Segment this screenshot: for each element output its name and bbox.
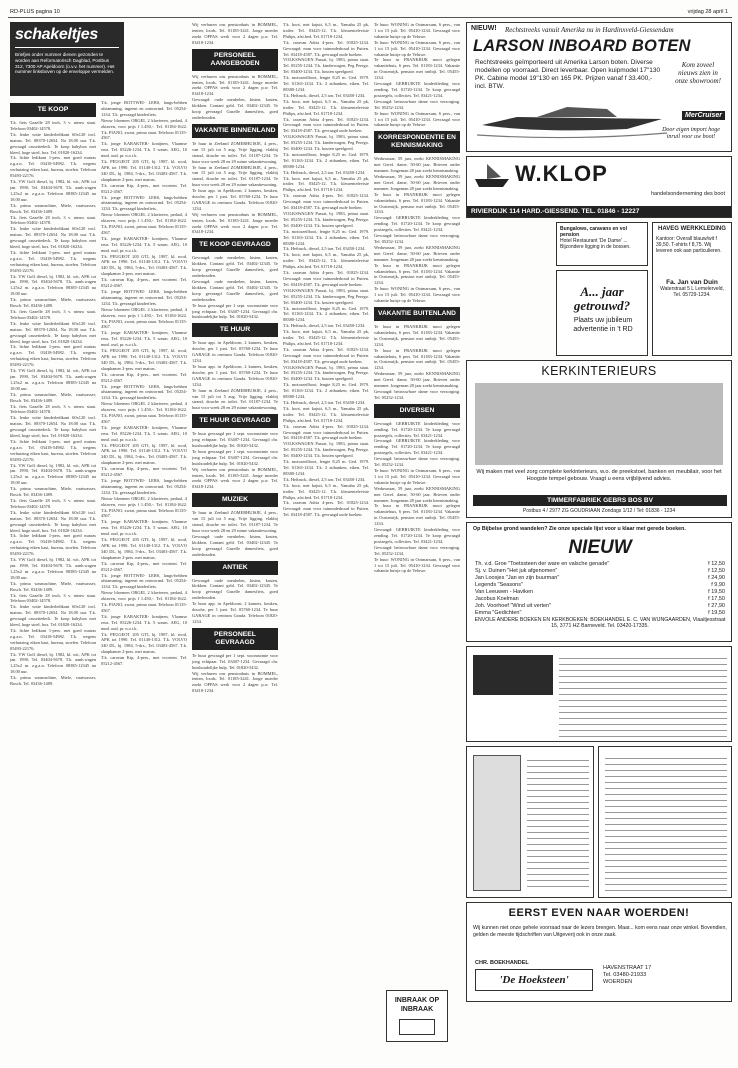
classified-text: Te huur app. in Apeldoorn, 2 kamers, keuken, douche, per 1 juni. Tel. 05760-1234. Te huur GARAGE in centrum Gouda. Telefoon 01820-1234.	[192, 363, 278, 387]
classified-text: Te huur: WONING in Ootmarsum, 6 pers., van 1 tot 15 juli. Tel. 05410-1234. Gevraagd voor vakantie huisje op de Veluwe.	[374, 556, 460, 574]
classified-column-3	[192, 22, 278, 1058]
classified-text: T.k. fiets Gazelle 28 inch, 3 v. nieuw staat. Telefoon 03402-14578.	[10, 403, 96, 415]
classified-text: Te huur app. in Apeldoorn, 2 kamers, keuken, douche, per 1 juni. Tel. 05760-1234. Te huur GARAGE in centrum Gouda. Telefoon 01820-1234.	[192, 188, 278, 211]
heading-te-koop-gevraagd: TE KOOP GEVRAAGD	[192, 238, 278, 252]
classified-text: VOLKSWAGEN Passat, bj. 1983, prima staat. Tel. 05255-1234. T.k. kinderwagen, Peg Perego. Tel. 03400-1234. T.k. houten speelgoed.	[283, 57, 369, 75]
klop-name: W.KLOP	[515, 161, 608, 186]
classified-text: T.k. PEUGEOT 205 GTI, bj. 1987, kl. rood, APK tot 1990. Tel. 01140-1312. T.k. VOLVO 340 DL, bj. 1984, 5-drs., Tel. 03403-4567. T.k. slaapkamer 2-pers. met matras.	[101, 253, 187, 277]
classified-text: T.k. VW Golf diesel, bj. 1982, kl. wit, APK tot jan. 1990, Tel. 03404-5678. T.k. aanh.wagen 1,25x2 m. z.g.a.n. Telefoon 08385-12345 na 18.00 uur.	[10, 651, 96, 675]
classified-text: T.k. PEUGEOT 205 GTI, bj. 1987, kl. rood, APK tot 1990. Tel. 01140-1312. T.k. VOLVO 340 DL, bj. 1984, 5-drs., Tel. 03403-4567. T.k. slaapkamer 2-pers. met matras.	[101, 159, 187, 182]
jubileum-ad	[556, 270, 648, 356]
church-interior-photo	[475, 383, 723, 465]
haveg-body: Kantoor: Overall blauw/wit f 39,50. T-shirts f 8,75. Wij leveren ook aan particulieren.	[656, 236, 722, 254]
classified-text: T.k. motorzeilboot, lengte 8,25 m. Ged. 1979. Tel. 01163-1234. T.k. 2 zitbanken, eiken. Tel. 08380-1234.	[283, 151, 369, 169]
classified-text: T.k. caravan Kip, 4-pers., met voortent. Tel. 05212-4567.	[101, 655, 187, 667]
classified-text: T.k. jonge KARAKTER- konijnen, Vlaamse reus. Tel. 05226-1234. T.k. 5 wasm. AEG, 10 mnd. oud, pr. n.o.t.k.	[101, 141, 187, 159]
list-item: Jacobus Koelman f 17,50	[475, 596, 725, 602]
larson-tagline: Rechtstreeks vanuit Amerika nu in Hardinxveld-Giessendam	[505, 26, 674, 34]
classified-text: T.k. caravan Kip, 4-pers., met voortent. Tel. 05212-4567.	[101, 277, 187, 289]
list-item: Legends "Seasons" f 9,90	[475, 582, 725, 588]
haveg-ad	[652, 222, 732, 356]
schakeltjes-masthead	[10, 22, 124, 96]
classified-text: T.k. caravan Kip, 4-pers., met voortent. Tel. 05212-4567.	[101, 182, 187, 194]
classified-text: Nieuw bloemen ORGEL 2 klavieren, pedaal, 4 oktaven, voor prijs f 1.450,-. Tel. 01184-1622. T.k. PIANO, zwart, prima staat. Telefoon 01135-4567.	[101, 212, 187, 235]
classified-column-1	[10, 100, 96, 1058]
classified-text: T.k. lichte ledikant 1-pers. met goed matras z.g.a.n. Tel. 03418-54982. T.k. wegens verhuizing eiken kast, bureau, stoelen. Telefoon 05493-22176.	[10, 344, 96, 368]
classified-text: VOLKSWAGEN Passat, bj. 1983, prima staat. Tel. 05255-1234. T.k. kinderwagen, Peg Perego. Tel. 03400-1234. T.k. houten speelgoed.	[283, 211, 369, 228]
classified-text: T.k. fiets Gazelle 28 inch, 3 v. nieuw staat. Telefoon 03402-14578.	[10, 309, 96, 320]
heading-te-huur: TE HUUR	[192, 323, 278, 337]
eerst-addr: HAVENSTRAAT 17 Tel. 03480-21933 WOERDEN	[603, 965, 652, 985]
classified-text: T.k. Heftruck, diesel, 2,5 ton. Tel. 03450-1234.	[283, 400, 366, 405]
hotel-ad-body: Hotel Restaurant 'De Dame' ... Bijzondere ligging in de bossen.	[560, 238, 631, 250]
classified-text: T.k. caravan Adria 4-pers. Tel. 01825-1234. Gevraagd: man voor tuinonderhoud in Putten. Tel. 03418-4587. T.k. gevraagd oude boeken.	[283, 193, 369, 211]
classified-text: Te huur in FRANKRIJK mooi gelegen vakantiehuis, 6 pers. Tel. 01183-1234. Vakantie in Oostenrijk, pension met ontbijt. Tel. 05455-1234.	[374, 57, 460, 81]
classified-text: Gevraagd: GEBRUIKTE kinderkleding voor zending. Tel. 01720-1234. Te koop gevraagd postzegels, collecties. Tel. 03421-1234.	[374, 81, 460, 98]
classified-text: VOLKSWAGEN Passat, bj. 1983, prima staat. Tel. 05255-1234. T.k. kinderwagen, Peg Perego. Tel. 03400-1234. T.k. houten speelgoed.	[283, 441, 369, 459]
classified-text: T.k. caravan Adria 4-pers. Tel. 01825-1234. Gevraagd: man voor tuinonderhoud in Putten. Tel. 03418-4587. T.k. gevraagd oude boeken.	[283, 423, 369, 441]
classified-text: Gevraagd: betrouwbare dame voor verzorging. Tel. 05252-1234.	[374, 233, 460, 244]
classified-text: T.k. Heftruck, diesel, 2,5 ton. Tel. 03450-1234.	[283, 323, 366, 329]
classified-text: Gevraagd: GEBRUIKTE kinderkleding voor zending. Tel. 01720-1234. Te koop gevraagd postzegels, collecties. Tel. 03421-1234.	[374, 527, 460, 544]
classified-text: Nieuw bloemen ORGEL 2 klavieren, pedaal, 4 oktaven, voor prijs f 1.450,-. Tel. 01184-1622. T.k. PIANO, zwart, prima staat. Telefoon 01135-4567.	[101, 401, 187, 424]
classified-text: Wij verhuren ons pensionhuis in BOMMEL, tenten, loods. Tel. 01185-3241. Jonge moeder zoekt OPPAS werk voor 2 dagen p.w. Tel. 03418-1234.	[192, 211, 278, 235]
schakeltjes-logo: schakeltjes	[15, 26, 119, 48]
classified-text: T.k. PEUGEOT 205 GTI, bj. 1987, kl. rood, APK tot 1990. Tel. 01140-1312. T.k. VOLVO 340 DL, bj. 1984, 5-drs., Tel. 03403-4567. T.k. slaapkamer 2-pers. met matras.	[101, 631, 187, 655]
classified-text: T.k. leuke witte kinderledikant 60x120 incl. matras. Tel. 08370-12654. Na 18.00 uur. T.k. gevraagd cassettedeck. Te koop babybox met kleed, hoge stoel, box. Tel. 01820-16234.	[10, 415, 96, 439]
classified-text: Te huur gevraagd per 1 sept. woonruimte voor jong echtpaar. Tel. 03407-1234. Gevraagd chr. huishoudelijke hulp. Tel. 01820-5432.	[192, 448, 278, 466]
classified-text: T.k. prima wasmachine, Miele, vaatwasser, Bosch. Tel. 03436-1489.	[10, 675, 96, 687]
list-item: Th. v.d. Groe "Toetssteen der ware en valsche genade" f 12,50	[475, 561, 725, 567]
classified-text: Te huur in FRANKRIJK mooi gelegen vakantiehuis, 6 pers. Tel. 01183-1234. Vakantie in Oostenrijk, pension met ontbijt. Tel. 05455-1234.	[374, 503, 460, 527]
classified-text: T.k. jonge BOTTWEI- LERS, langs-hebben afstamming, ingeent en ontwormd. Tel. 05254-1234. T.k. gevraagd kinderfiets.	[101, 289, 187, 306]
classified-text: T.k. lichte ledikant 1-pers. met goed matras z.g.a.n. Tel. 03418-54982. T.k. wegens verhuizing eiken kast, bureau, stoelen. Telefoon 05493-22176.	[10, 155, 96, 179]
classified-text: VOLKSWAGEN Passat, bj. 1983, prima staat. Tel. 05255-1234. T.k. kinderwagen, Peg Perego. Tel. 03400-1234. T.k. houten speelgoed.	[283, 364, 369, 382]
classified-text: Wij verhuren ons pensionhuis in BOMMEL, tenten, loods. Tel. 01185-3241. Jonge moeder zoekt OPPAS werk voor 2 dagen p.w. Tel. 03418-1234.	[192, 22, 278, 45]
eerst-body: Wij kunnen niet onze gehele voorraad naar de lezers brengen. Maar... kom eens naar onze winkel. Bovendien, gelden de meeste tijdschriften van Uitgeverij ook in onze zaak.	[473, 925, 727, 938]
classified-text: T.k. VW Golf diesel, bj. 1982, kl. wit, APK tot jan. 1990, Tel. 03404-5678. T.k. aanh.wagen 1,25x2 m. z.g.a.n. Telefoon 08385-12345 na 18.00 uur.	[10, 273, 96, 297]
hoeksteen-logo: 'De Hoeksteen'	[475, 969, 593, 991]
larson-body: Rechtstreeks geïmporteerd uit Amerika Larson boten. Diverse modellen op voorraad. Direct leverbaar. Open kuipmodel 17"130 PK. Cabine model 19"130 en 165 PK. Prijzen vanaf f 33.400,- incl. BTW.	[475, 59, 661, 90]
classified-text: T.k. lichte ledikant 1-pers. met goed matras z.g.a.n. Tel. 03418-54982. T.k. wegens verhuizing eiken kast, bureau, stoelen. Telefoon 05493-22176.	[10, 438, 96, 462]
classified-text: T.k. boot, met kajuit, 6,5 m., Yamaha 25 pk, trailer. Tel. 03425-12. T.k. kleurentelevisie Philips, afst.bed. Tel. 01718-1234.	[283, 482, 369, 500]
eerst-shop-label: CHR. BOEKHANDEL	[475, 960, 529, 966]
appliance-text	[527, 755, 589, 891]
recreation-text	[605, 753, 727, 893]
classified-text: T.k. caravan Kip, 4-pers., met voortent. Tel. 05212-4567.	[101, 466, 187, 478]
classified-text: Gevraagd: GEBRUIKTE kinderkleding voor zending. Tel. 01720-1234. Te koop gevraagd postzegels, collecties. Tel. 03421-1234.	[374, 215, 460, 233]
kerk-title: KERKINTERIEURS	[541, 364, 657, 378]
classified-text: T.k. fiets Gazelle 28 inch, 3 v. nieuw staat. Telefoon 03402-14578.	[10, 592, 96, 604]
classified-text: Gevraagd: oude meubelen, kisten, kasten, klokken. Contant geld. Tel. 03402-12345. Te koop gevraagd Gazelle damesfiets, goed onderhouden.	[192, 97, 278, 120]
furniture-ad	[466, 646, 732, 742]
classified-text: Gevraagd: oude meubelen, kisten, kasten, klokken. Contant geld. Tel. 03402-12345. Te koop gevraagd Gazelle damesfiets, goed onderhouden.	[192, 533, 278, 557]
book-list	[475, 561, 725, 617]
classified-text: Weduwnaar, 59 jaar, zoekt KENNISMAKING met Geref. dame, 50-60 jaar. Brieven onder nummer. Jongeman 28 jaar zoekt kennismaking.	[374, 244, 460, 262]
klop-address-strip: RIVIERDIJK 114 HARD.-GIESSEND. TEL. 01846 - 12227	[467, 206, 731, 217]
furniture-text	[559, 653, 727, 737]
classified-text: T.k. lichte ledikant 1-pers. met goed matras z.g.a.n. Tel. 03418-54982. T.k. wegens verhuizing eiken kast, bureau, stoelen. Telefoon 05493-22176.	[10, 627, 96, 651]
classified-text: T.k. boot, met kajuit, 6,5 m., Yamaha 25 pk, trailer. Tel. 03425-12. T.k. kleurentelevisie Philips, afst.bed. Tel. 01718-1234.	[283, 329, 369, 346]
page-label: RD-PLUS pagina 10	[10, 9, 60, 15]
classified-text: T.k. jonge BOTTWEI- LERS, langs-hebben afstamming, ingeent en ontwormd. Tel. 05254-1234. T.k. gevraagd kinderfiets.	[101, 478, 187, 495]
klop-ad	[466, 156, 732, 218]
classified-text: T.k. PEUGEOT 205 GTI, bj. 1987, kl. rood, APK tot 1990. Tel. 01140-1312. T.k. VOLVO 340 DL, bj. 1984, 5-drs., Tel. 03403-4567. T.k. slaapkamer 2-pers. met matras.	[101, 348, 187, 371]
larson-title: LARSON INBOARD BOTEN	[473, 37, 691, 55]
classified-text: Gevraagd: betrouwbare dame voor verzorging. Tel. 05252-1234.	[374, 98, 460, 110]
classified-text: T.k. jonge BOTTWEI- LERS, langs-hebben afstamming, ingeent en ontwormd. Tel. 05254-1234. T.k. gevraagd kinderfiets.	[101, 383, 187, 401]
classified-text: Te huur in Zeeland ZOMERHUISJE, 4 pers., van 15 juli tot 5 aug. Vrije ligging, vlakbij strand, douche en toilet. Tel. 01187-1234. Te huur voor week 28 en 29 ruime vakantiewoning.	[192, 510, 278, 533]
fridge-illustration	[473, 755, 521, 891]
heading-antiek: ANTIEK	[192, 561, 278, 575]
classified-text: Weduwnaar, 59 jaar, zoekt KENNISMAKING met Geref. dame, 50-60 jaar. Brieven onder nummer. Jongeman 28 jaar zoekt kennismaking.	[374, 156, 460, 174]
classified-text: T.k. caravan Adria 4-pers. Tel. 01825-1234. Gevraagd: man voor tuinonderhoud in Putten. Tel. 03418-4587. T.k. gevraagd oude boeken.	[283, 270, 369, 287]
classified-text: T.k. caravan Kip, 4-pers., met voortent. Tel. 05212-4567.	[101, 371, 187, 383]
classifieds-section	[10, 22, 462, 1058]
classified-column-4	[283, 22, 369, 1058]
running-header	[8, 6, 732, 18]
eerst-title: EERST EVEN NAAR WOERDEN!	[508, 907, 690, 919]
classified-text: Wij verhuren ons pensionhuis in BOMMEL, tenten, loods. Tel. 01185-3241. Jonge moeder zoekt OPPAS werk voor 2 dagen p.w. Tel. 03418-1234.	[192, 73, 278, 97]
classified-text: Te huur gevraagd per 1 sept. woonruimte voor jong echtpaar. Tel. 03407-1234. Gevraagd chr. huishoudelijke hulp. Tel. 01820-5432.	[192, 302, 278, 320]
list-item: Sj. v. Duinen "Het juk afgenomen" f 12,50	[475, 568, 725, 574]
classified-text: Te huur app. in Apeldoorn, 2 kamers, keuken, douche, per 1 juni. Tel. 05760-1234. Te huur GARAGE in centrum Gouda. Telefoon 01820-1234.	[192, 601, 278, 624]
classified-text: Nieuw bloemen ORGEL 2 klavieren, pedaal, 4 oktaven, voor prijs f 1.450,-. Tel. 01184-1622. T.k. PIANO, zwart, prima staat. Telefoon 01135-4567.	[101, 495, 187, 519]
classified-text: T.k. Heftruck, diesel, 2,5 ton. Tel. 03450-1234.	[283, 476, 366, 482]
classified-column-5	[374, 22, 460, 1058]
heading-korrespondentie: KORRESPONDENTIE EN KENNISMAKING	[374, 131, 460, 153]
classified-text: T.k. jonge BOTTWEI- LERS, langs-hebben afstamming, ingeent en ontwormd. Tel. 05254-1234. T.k. gevraagd kinderfiets.	[101, 100, 187, 117]
boekhandel-ad	[466, 522, 732, 642]
classified-text: T.k. motorzeilboot, lengte 8,25 m. Ged. 1979. Tel. 01163-1234. T.k. 2 zitbanken, eiken. Tel. 08380-1234.	[283, 382, 369, 400]
classified-text: Te huur in FRANKRIJK mooi gelegen vakantiehuis, 6 pers. Tel. 01183-1234. Vakantie in Oostenrijk, pension met ontbijt. Tel. 05455-1234.	[374, 323, 460, 347]
heading-muziek: MUZIEK	[192, 493, 278, 507]
classified-text: T.k. jonge KARAKTER- konijnen, Vlaamse reus. Tel. 05226-1234. T.k. 5 wasm. AEG, 10 mnd. oud, pr. n.o.t.k.	[101, 613, 187, 631]
classified-text: T.k. boot, met kajuit, 6,5 m., Yamaha 25 pk, trailer. Tel. 03425-12. T.k. kleurentelevisie Philips, afst.bed. Tel. 01718-1234.	[283, 175, 369, 193]
classified-text: VOLKSWAGEN Passat, bj. 1983, prima staat. Tel. 05255-1234. T.k. kinderwagen, Peg Perego. Tel. 03400-1234. T.k. houten speelgoed.	[283, 287, 369, 305]
classified-text: T.k. prima wasmachine, Miele, vaatwasser, Bosch. Tel. 03436-1489.	[10, 580, 96, 592]
classified-text: T.k. motorzeilboot, lengte 8,25 m. Ged. 1979. Tel. 01163-1234. T.k. 2 zitbanken, eiken. Tel. 08380-1234.	[283, 305, 369, 323]
classified-column-2	[101, 100, 187, 1058]
classified-text: Te huur: WONING in Ootmarsum, 6 pers., van 1 tot 15 juli. Tel. 05410-1234. Gevraagd voor vakantie huisje op de Veluwe.	[374, 39, 460, 57]
furniture-logo	[473, 655, 553, 695]
heading-personeel-aangeboden: PERSONEEL AANGEBODEN	[192, 49, 278, 71]
classified-text: Gevraagd: betrouwbare dame voor verzorging. Tel. 05252-1234.	[374, 456, 460, 468]
classified-text: Gevraagd: oude meubelen, kisten, kasten, klokken. Contant geld. Tel. 03402-12345. Te koop gevraagd Gazelle damesfiets, goed onderhouden.	[192, 279, 278, 302]
classified-text: T.k. VW Golf diesel, bj. 1982, kl. wit, APK tot jan. 1990, Tel. 03404-5678. T.k. aanh.wagen 1,25x2 m. z.g.a.n. Telefoon 08385-12345 na 18.00 uur.	[10, 368, 96, 391]
classified-text: T.k. fiets Gazelle 28 inch, 3 v. nieuw staat. Telefoon 03402-14578.	[10, 498, 96, 509]
larson-new-label: NIEUW!	[471, 25, 497, 32]
classified-text: T.k. VW Golf diesel, bj. 1982, kl. wit, APK tot jan. 1990, Tel. 03404-5678. T.k. aanh.wagen 1,25x2 m. z.g.a.n. Telefoon 08385-12345 na 18.00 uur.	[10, 557, 96, 580]
classified-text: T.k. prima wasmachine, Miele, vaatwasser, Bosch. Tel. 03436-1489.	[10, 486, 96, 498]
boek-foot: ENVOLE ANDERE BOEKEN EN KERKBOEKEN: BOEKHANDEL E. C. VAN WIJNGAARDEN, Vlaaitjesstraat 15, 3771 HZ Barneveld. Tel. 03420-17335.	[474, 617, 726, 630]
classified-text: T.k. fiets Gazelle 28 inch, 3 v. nieuw staat. Telefoon 03402-14578.	[10, 120, 96, 131]
hotel-ad-head: Bungalows, caravans en vol pension	[560, 226, 627, 238]
larson-showroom-note: Kom zoveel nieuws zien in onze showroom!	[675, 61, 721, 85]
newspaper-page	[8, 6, 732, 1062]
classified-text: Nieuw bloemen ORGEL 2 klavieren, pedaal, 4 oktaven, voor prijs f 1.450,-. Tel. 01184-1622. T.k. PIANO, zwart, prima staat. Telefoon 01135-4567.	[101, 306, 187, 330]
classified-text: T.k. leuke witte kinderledikant 60x120 incl. matras. Tel. 08370-12654. Na 18.00 uur. T.k. gevraagd cassettedeck. Te koop babybox met kleed, hoge stoel, box. Tel. 01820-16234.	[10, 604, 96, 628]
heading-te-koop: TE KOOP	[10, 103, 96, 117]
classified-text: T.k. Heftruck, diesel, 2,5 ton. Tel. 03450-1234.	[283, 169, 366, 175]
classified-text: Gevraagd: oude meubelen, kisten, kasten, klokken. Contant geld. Tel. 03402-12345. Te koop gevraagd Gazelle damesfiets, goed onderhouden.	[192, 577, 278, 601]
classified-text: T.k. caravan Adria 4-pers. Tel. 01825-1234. Gevraagd: man voor tuinonderhoud in Putten. Tel. 03418-4587. T.k. gevraagd oude boeken.	[283, 500, 369, 518]
classified-text: T.k. leuke witte kinderledikant 60x120 incl. matras. Tel. 08370-12654. Na 18.00 uur. T.k. gevraagd cassettedeck. Te koop babybox met kleed, hoge stoel, box. Tel. 01820-16234.	[10, 509, 96, 533]
classified-text: T.k. fiets Gazelle 28 inch, 3 v. nieuw staat. Telefoon 03402-14578.	[10, 214, 96, 226]
classified-text: T.k. boot, met kajuit, 6,5 m., Yamaha 25 pk, trailer. Tel. 03425-12. T.k. kleurentelevisie Philips, afst.bed. Tel. 01718-1234.	[283, 405, 369, 423]
classified-text: T.k. VW Golf diesel, bj. 1982, kl. wit, APK tot jan. 1990, Tel. 03404-5678. T.k. aanh.wagen 1,25x2 m. z.g.a.n. Telefoon 08385-12345 na 18.00 uur.	[10, 462, 96, 486]
inbraak-title: INBRAAK OP INBRAAK	[394, 997, 440, 1013]
classified-text: T.k. motorzeilboot, lengte 8,25 m. Ged. 1979. Tel. 01163-1234. T.k. 2 zitbanken, eiken. Tel. 08380-1234.	[283, 75, 369, 92]
classified-text: T.k. motorzeilboot, lengte 8,25 m. Ged. 1979. Tel. 01163-1234. T.k. 2 zitbanken, eiken. Tel. 08380-1234.	[283, 459, 369, 476]
classified-text: T.k. boot, met kajuit, 6,5 m., Yamaha 25 pk, trailer. Tel. 03425-12. T.k. kleurentelevisie Philips, afst.bed. Tel. 01718-1234.	[283, 252, 369, 270]
masthead-intro: Briefjes onder nummer dienen gezonden te worden aan Reformatorisch Dagblad, Postbus 312, 7300 AP Apeldoorn (o.v.v. het nummer). Het nummer linksboven op de enveloppe vermelden.	[15, 52, 115, 75]
classified-text: T.k. jonge BOTTWEI- LERS, langs-hebben afstamming, ingeent en ontwormd. Tel. 05254-1234. T.k. gevraagd kinderfiets.	[101, 194, 187, 212]
classified-text: T.k. prima wasmachine, Miele, vaatwasser, Bosch. Tel. 03436-1489.	[10, 391, 96, 403]
classified-text: T.k. prima wasmachine, Miele, vaatwasser, Bosch. Tel. 03436-1489.	[10, 202, 96, 214]
classified-text: Te huur gevraagd per 1 sept. woonruimte voor jong echtpaar. Tel. 03407-1234. Gevraagd chr. huishoudelijke hulp. Tel. 01820-5432.	[192, 652, 278, 670]
kerkinterieurs-ad	[466, 360, 732, 518]
boek-new: NIEUW	[568, 537, 632, 558]
appliance-ad	[466, 746, 594, 898]
heading-vakantie-buitenland: VAKANTIE BUITENLAND	[374, 307, 460, 321]
classified-text: T.k. PEUGEOT 205 GTI, bj. 1987, kl. rood, APK tot 1990. Tel. 01140-1312. T.k. VOLVO 340 DL, bj. 1984, 5-drs., Tel. 03403-4567. T.k. slaapkamer 2-pers. met matras.	[101, 537, 187, 560]
classified-text: Te huur: WONING in Ootmarsum, 6 pers., van 1 tot 15 juli. Tel. 05410-1234. Gevraagd voor vakantie huisje op de Veluwe.	[374, 22, 460, 39]
boat-illustration	[477, 103, 667, 141]
classified-text: T.k. caravan Kip, 4-pers., met voortent. Tel. 05212-4567.	[101, 560, 187, 572]
classified-text: Wij verhuren ons pensionhuis in BOMMEL, tenten, loods. Tel. 01185-3241. Jonge moeder zoekt OPPAS werk voor 2 dagen p.w. Tel. 03418-1234.	[192, 466, 278, 490]
jubileum-title: A... jaar getrouwd?	[573, 284, 631, 313]
date-label: vrijdag 28 april 1	[687, 9, 728, 15]
larson-boats-ad	[466, 22, 732, 152]
classified-text: Te huur: WONING in Ootmarsum, 6 pers., van 1 tot 15 juli. Tel. 05410-1234. Gevraagd voor vakantie huisje op de Veluwe.	[374, 468, 460, 485]
classified-text: Te huur in Zeeland ZOMERHUISJE, 4 pers., van 15 juli tot 5 aug. Vrije ligging, vlakbij strand, douche en toilet. Tel. 01187-1234. Te huur voor week 28 en 29 ruime vakantiewoning.	[192, 140, 278, 164]
classified-text: T.k. boot, met kajuit, 6,5 m., Yamaha 25 pk, trailer. Tel. 03425-12. T.k. kleurentelevisie Philips, afst.bed. Tel. 01718-1234.	[283, 98, 369, 116]
list-item: Emma "Gedichten" f 19,50	[475, 610, 725, 616]
mercruiser-logo: MerCruiser	[682, 111, 725, 120]
klop-addr: handelsonderneming des boot	[650, 191, 725, 197]
boek-intro: Op Bijbelse grond wandelen? Zie onze speciale lijst voor u klaar met gerede boeken.	[473, 526, 686, 532]
haveg-name: Fa. Jan van Duin	[666, 279, 718, 286]
heading-vakantie-binnenland: VAKANTIE BINNENLAND	[192, 124, 278, 138]
classified-text: T.k. jonge KARAKTER- konijnen, Vlaamse reus. Tel. 05226-1234. T.k. 5 wasm. AEG, 10 mnd. oud, pr. n.o.t.k.	[101, 235, 187, 253]
classified-text: T.k. jonge KARAKTER- konijnen, Vlaamse reus. Tel. 05226-1234. T.k. 5 wasm. AEG, 10 mnd. oud, pr. n.o.t.k.	[101, 424, 187, 442]
classified-text: T.k. Heftruck, diesel, 2,5 ton. Tel. 03450-1234.	[283, 92, 366, 98]
recreation-ad	[598, 746, 732, 898]
kerk-firm: TIMMERFABRIEK GEBRS BOS BV	[473, 495, 727, 506]
jubileum-body: Plaats uw jubileum advertentie in 't RD	[573, 317, 633, 333]
classified-text: Wij verhuren ons pensionhuis in BOMMEL, tenten, loods. Tel. 01185-3241. Jonge moeder zoekt OPPAS werk voor 2 dagen p.w. Tel. 03418-1234.	[192, 670, 278, 694]
classified-text: Te huur in Zeeland ZOMERHUISJE, 4 pers., van 15 juli tot 5 aug. Vrije ligging, vlakbij strand, douche en toilet. Tel. 01187-1234. Te huur voor week 28 en 29 ruime vakantiewoning.	[192, 387, 278, 411]
classified-text: Weduwnaar, 59 jaar, zoekt KENNISMAKING met Geref. dame, 50-60 jaar. Brieven onder nummer. Jongeman 28 jaar zoekt kennismaking.	[374, 174, 460, 191]
vakantie-hotel-ad	[556, 222, 648, 266]
classified-text: Weduwnaar, 59 jaar, zoekt KENNISMAKING met Geref. dame, 50-60 jaar. Brieven onder nummer. Jongeman 28 jaar zoekt kennismaking.	[374, 371, 460, 389]
classified-text: T.k. leuke witte kinderledikant 60x120 incl. matras. Tel. 08370-12654. Na 18.00 uur. T.k. gevraagd cassettedeck. Te koop babybox met kleed, hoge stoel, box. Tel. 01820-16234.	[10, 131, 96, 155]
lock-icon	[399, 1019, 435, 1035]
classified-text: Nieuw bloemen ORGEL 2 klavieren, pedaal, 4 oktaven, voor prijs f 1.450,-. Tel. 01184-1622. T.k. PIANO, zwart, prima staat. Telefoon 01135-4567.	[101, 590, 187, 613]
classified-text: Weduwnaar, 59 jaar, zoekt KENNISMAKING met Geref. dame, 50-60 jaar. Brieven onder nummer. Jongeman 28 jaar zoekt kennismaking.	[374, 485, 460, 503]
kerk-body: Wij maken met veel zorg complete kerkinterieurs, w.o. de preekstoel, banken en meubilair, voor het Hoogste tempel gebouw. Vraagt u eens vrijblijvend advies.	[476, 469, 722, 482]
classified-text: Gevraagd: betrouwbare dame voor verzorging. Tel. 05252-1234.	[374, 388, 460, 400]
classified-text: T.k. PEUGEOT 205 GTI, bj. 1987, kl. rood, APK tot 1990. Tel. 01140-1312. T.k. VOLVO 340 DL, bj. 1984, 5-drs., Tel. 03403-4567. T.k. slaapkamer 2-pers. met matras.	[101, 442, 187, 466]
classified-text: T.k. leuke witte kinderledikant 60x120 incl. matras. Tel. 08370-12654. Na 18.00 uur. T.k. gevraagd cassettedeck. Te koop babybox met kleed, hoge stoel, box. Tel. 01820-16234.	[10, 320, 96, 344]
classified-text: T.k. Heftruck, diesel, 2,5 ton. Tel. 03450-1234.	[283, 246, 366, 252]
classified-text: Nieuw bloemen ORGEL 2 klavieren, pedaal, 4 oktaven, voor prijs f 1.450,-. Tel. 01184-1622. T.k. PIANO, zwart, prima staat. Telefoon 01135-4567.	[101, 117, 187, 141]
classified-text: Te huur app. in Apeldoorn, 2 kamers, keuken, douche, per 1 juni. Tel. 05760-1234. Te huur GARAGE in centrum Gouda. Telefoon 01820-1234.	[192, 340, 278, 364]
classified-text: Te huur in FRANKRIJK mooi gelegen vakantiehuis, 6 pers. Tel. 01183-1234. Vakantie in Oostenrijk, pension met ontbijt. Tel. 05455-1234.	[374, 191, 460, 215]
classified-text: Gevraagd: GEBRUIKTE kinderkleding voor zending. Tel. 01720-1234. Te koop gevraagd postzegels, collecties. Tel. 03421-1234.	[374, 438, 460, 456]
kerk-addr: Postbus 4 / 2977 ZG GOUDRIAAN Zondags 1/12 / Tel: 01836 - 1234	[522, 508, 676, 514]
classified-text: Te huur: WONING in Ootmarsum, 6 pers., van 1 tot 15 juli. Tel. 05410-1234. Gevraagd voor vakantie huisje op de Veluwe.	[374, 286, 460, 304]
list-item: Jan Loosjes "Jan en zijn buurman" f 24,90	[475, 575, 725, 581]
heading-personeel-gevraagd: PERSONEEL GEVRAAGD	[192, 628, 278, 650]
boat-logo-icon	[473, 161, 511, 191]
classified-text: T.k. VW Golf diesel, bj. 1982, kl. wit, APK tot jan. 1990, Tel. 03404-5678. T.k. aanh.wagen 1,25x2 m. z.g.a.n. Telefoon 08385-12345 na 18.00 uur.	[10, 179, 96, 202]
heading-diversen: DIVERSEN	[374, 404, 460, 418]
classified-text: T.k. boot, met kajuit, 6,5 m., Yamaha 25 pk, trailer. Tel. 03425-12. T.k. kleurentelevisie Philips, afst.bed. Tel. 01718-1234.	[283, 22, 369, 39]
inbraak-ad	[386, 990, 448, 1042]
classified-text: T.k. jonge BOTTWEI- LERS, langs-hebben afstamming, ingeent en ontwormd. Tel. 05254-1234. T.k. gevraagd kinderfiets.	[101, 572, 187, 590]
classified-text: T.k. prima wasmachine, Miele, vaatwasser, Bosch. Tel. 03436-1489.	[10, 297, 96, 309]
classified-text: VOLKSWAGEN Passat, bj. 1983, prima staat. Tel. 05255-1234. T.k. kinderwagen, Peg Perego. Tel. 03400-1234. T.k. houten speelgoed.	[283, 134, 369, 152]
list-item: Van Leeuwen - Haviken f 19,50	[475, 589, 725, 595]
hoeksteen-ad	[466, 902, 732, 1002]
advertisement-column	[466, 22, 732, 1058]
classified-text: T.k. leuke witte kinderledikant 60x120 incl. matras. Tel. 08370-12654. Na 18.00 uur. T.k. gevraagd cassettedeck. Te koop babybox met kleed, hoge stoel, box. Tel. 01820-16234.	[10, 226, 96, 250]
classified-text: Gevraagd: betrouwbare dame voor verzorging. Tel. 05252-1234.	[374, 544, 460, 556]
classified-text: T.k. lichte ledikant 1-pers. met goed matras z.g.a.n. Tel. 03418-54982. T.k. wegens verhuizing eiken kast, bureau, stoelen. Telefoon 05493-22176.	[10, 249, 96, 273]
classified-text: T.k. jonge KARAKTER- konijnen, Vlaamse reus. Tel. 05226-1234. T.k. 5 wasm. AEG, 10 mnd. oud, pr. n.o.t.k.	[101, 330, 187, 348]
classified-text: Te huur: WONING in Ootmarsum, 6 pers., van 1 tot 15 juli. Tel. 05410-1234. Gevraagd voor vakantie huisje op de Veluwe.	[374, 110, 460, 128]
classified-text: Te huur gevraagd per 1 sept. woonruimte voor jong echtpaar. Tel. 03407-1234. Gevraagd chr. huishoudelijke hulp. Tel. 01820-5432.	[192, 431, 278, 449]
classified-text: Te huur in Zeeland ZOMERHUISJE, 4 pers., van 15 juli tot 5 aug. Vrije ligging, vlakbij strand, douche en toilet. Tel. 01187-1234. Te huur voor week 28 en 29 ruime vakantiewoning.	[192, 164, 278, 188]
classified-text: Gevraagd: GEBRUIKTE kinderkleding voor zending. Tel. 01720-1234. Te koop gevraagd postzegels, collecties. Tel. 03421-1234.	[374, 420, 460, 438]
classified-text: T.k. lichte ledikant 1-pers. met goed matras z.g.a.n. Tel. 03418-54982. T.k. wegens verhuizing eiken kast, bureau, stoelen. Telefoon 05493-22176.	[10, 533, 96, 557]
classified-text: T.k. motorzeilboot, lengte 8,25 m. Ged. 1979. Tel. 01163-1234. T.k. 2 zitbanken, eiken. Tel. 08380-1234.	[283, 228, 369, 246]
haveg-addr: Waterstraat 5 L Lemelerveld, Tel. 05729-1234.	[660, 286, 724, 298]
classified-text: T.k. caravan Adria 4-pers. Tel. 01825-1234. Gevraagd: man voor tuinonderhoud in Putten. Tel. 03418-4587. T.k. gevraagd oude boeken.	[283, 346, 369, 364]
classified-text: Te huur in FRANKRIJK mooi gelegen vakantiehuis, 6 pers. Tel. 01183-1234. Vakantie in Oostenrijk, pension met ontbijt. Tel. 05455-1234.	[374, 262, 460, 286]
list-item: Joh. Voorhoef "Wind uit verten" f 27,90	[475, 603, 725, 609]
classified-text: T.k. jonge KARAKTER- konijnen, Vlaamse reus. Tel. 05226-1234. T.k. 5 wasm. AEG, 10 mnd. oud, pr. n.o.t.k.	[101, 519, 187, 537]
heading-te-huur-gevraagd: TE HUUR GEVRAAGD	[192, 414, 278, 428]
larson-trade-in-note: Door eigen import hoge inruil voor uw boot!	[662, 127, 720, 140]
classified-text: Te huur in FRANKRIJK mooi gelegen vakantiehuis, 6 pers. Tel. 01183-1234. Vakantie in Oostenrijk, pension met ontbijt. Tel. 05455-1234.	[374, 347, 460, 371]
haveg-head: HAVEG WERKKLEDING	[658, 226, 726, 232]
classified-text: Gevraagd: oude meubelen, kisten, kasten, klokken. Contant geld. Tel. 03402-12345. Te koop gevraagd Gazelle damesfiets, goed onderhouden.	[192, 255, 278, 279]
classified-text: T.k. caravan Adria 4-pers. Tel. 01825-1234. Gevraagd: man voor tuinonderhoud in Putten. Tel. 03418-4587. T.k. gevraagd oude boeken.	[283, 116, 369, 134]
classified-text: T.k. caravan Adria 4-pers. Tel. 01825-1234. Gevraagd: man voor tuinonderhoud in Putten. Tel. 03418-4587. T.k. gevraagd oude boeken.	[283, 39, 369, 57]
